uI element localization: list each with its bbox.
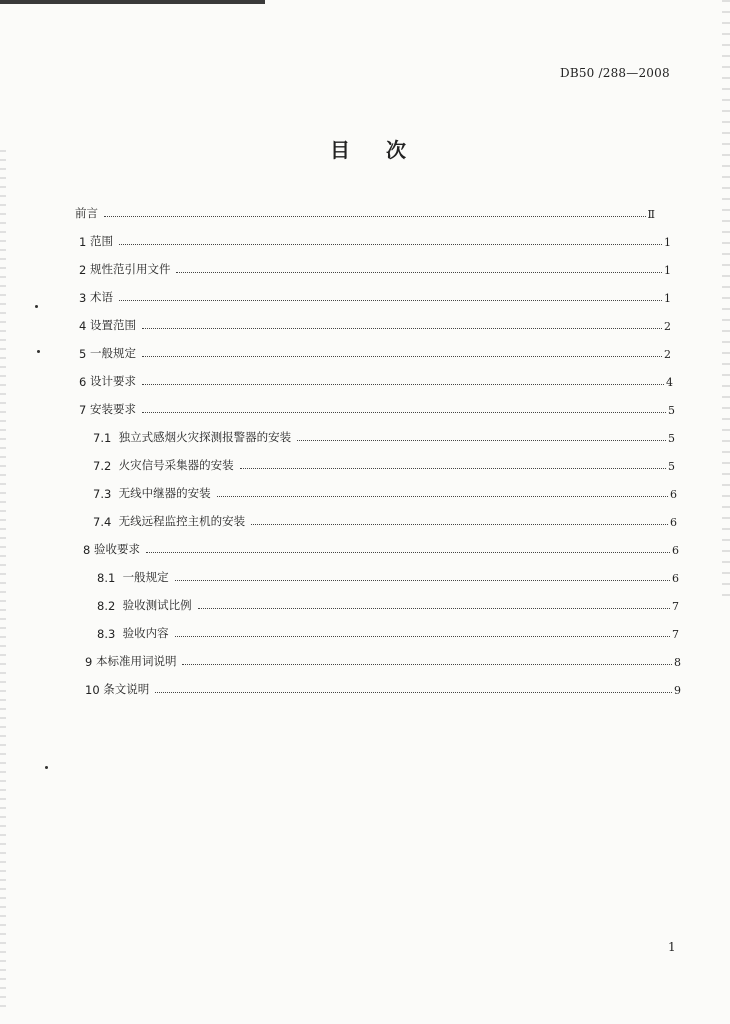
toc-number: 7.1: [93, 431, 119, 445]
toc-label: 设置范围: [89, 318, 136, 332]
scan-edge-right: [722, 0, 730, 600]
toc-page: 2: [664, 348, 671, 361]
toc-leader: [142, 384, 664, 385]
toc-leader: [176, 272, 662, 273]
toc-entry[interactable]: [75, 205, 655, 221]
toc-page: 5: [668, 404, 675, 417]
toc-entry[interactable]: [85, 681, 681, 697]
toc-page: 6: [670, 516, 677, 529]
document-code: DB50 /288—2008: [560, 66, 670, 80]
toc-label: 设计要求: [89, 374, 136, 388]
toc-entry[interactable]: [97, 597, 679, 613]
toc-page: 2: [664, 320, 671, 333]
toc-number: 5: [79, 347, 90, 361]
toc-page: 1: [664, 292, 671, 305]
toc-leader: [175, 636, 670, 637]
toc-entry[interactable]: [79, 317, 671, 333]
toc-number: 4: [79, 319, 90, 333]
toc-number: 6: [79, 375, 90, 389]
toc-entry[interactable]: [79, 373, 673, 389]
toc-number: 2: [79, 263, 90, 277]
toc-entry[interactable]: [79, 261, 671, 277]
toc-leader: [146, 552, 670, 553]
toc-entry[interactable]: [85, 653, 681, 669]
scan-speck: [35, 305, 38, 308]
toc-number: 7.2: [93, 459, 119, 473]
toc-page: 6: [672, 544, 679, 557]
toc-leader: [104, 216, 646, 217]
scan-speck: [45, 766, 48, 769]
toc-label: 火灾信号采集器的安装: [118, 458, 234, 472]
toc-leader: [251, 524, 668, 525]
toc-leader: [182, 664, 672, 665]
toc-leader: [240, 468, 666, 469]
toc-label: 一般规定: [122, 570, 169, 584]
toc-entry[interactable]: [97, 569, 679, 585]
toc-number: 7.4: [93, 515, 119, 529]
toc-leader: [217, 496, 668, 497]
toc-page: 5: [668, 460, 675, 473]
toc-label: 无线远程监控主机的安装: [118, 514, 246, 528]
toc-entry[interactable]: [93, 457, 675, 473]
title-char-2: 次: [386, 138, 408, 162]
toc-label: 术语: [89, 290, 113, 304]
toc-label: 验收内容: [122, 626, 169, 640]
toc-number: 7.3: [93, 487, 119, 501]
toc-number: 1: [79, 235, 90, 249]
toc-number: 7: [79, 403, 90, 417]
toc-entry[interactable]: [93, 429, 675, 445]
toc-entry[interactable]: [83, 541, 679, 557]
toc-label: 条文说明: [103, 682, 150, 696]
toc-label: 验收测试比例: [122, 598, 192, 612]
toc-leader: [198, 608, 670, 609]
toc-number: 9: [85, 655, 96, 669]
toc-number: 8.1: [97, 571, 123, 585]
toc-number: 3: [79, 291, 90, 305]
toc-label: 本标准用词说明: [95, 654, 177, 668]
toc-leader: [155, 692, 672, 693]
toc-page: 8: [674, 656, 681, 669]
toc-leader: [119, 244, 662, 245]
toc-leader: [142, 328, 662, 329]
toc-page: 9: [674, 684, 681, 697]
toc-label: 无线中继器的安装: [118, 486, 211, 500]
toc-number: 10: [85, 683, 104, 697]
toc-entry[interactable]: [79, 233, 671, 249]
scan-edge-left: [0, 150, 6, 1010]
toc-page: Ⅱ: [647, 208, 655, 221]
toc-number: 8.3: [97, 627, 123, 641]
page-number: 1: [668, 940, 676, 954]
toc-leader: [142, 412, 666, 413]
toc-page: 1: [664, 264, 671, 277]
toc-label: 规性范引用文件: [89, 262, 171, 276]
toc-page: 1: [664, 236, 671, 249]
toc-page: 4: [666, 376, 673, 389]
toc-entry[interactable]: [93, 485, 677, 501]
scan-edge-top: [0, 0, 265, 4]
toc-entry[interactable]: [79, 289, 671, 305]
toc-label: 前言: [75, 206, 98, 220]
toc-leader: [175, 580, 670, 581]
toc-number: 8: [83, 543, 94, 557]
toc-entry[interactable]: [79, 401, 675, 417]
toc-page: 7: [672, 628, 679, 641]
toc-leader: [297, 440, 666, 441]
toc-page: 6: [672, 572, 679, 585]
toc-entry[interactable]: [97, 625, 679, 641]
toc-label: 独立式感烟火灾探测报警器的安装: [118, 430, 292, 444]
toc-label: 一般规定: [89, 346, 136, 360]
toc-page: 6: [670, 488, 677, 501]
toc-page: 5: [668, 432, 675, 445]
toc-page: 7: [672, 600, 679, 613]
toc-leader: [142, 356, 662, 357]
toc-entry[interactable]: [93, 513, 677, 529]
toc-label: 范围: [89, 234, 113, 248]
toc-entry[interactable]: [79, 345, 671, 361]
toc-label: 验收要求: [93, 542, 140, 556]
toc-label: 安装要求: [89, 402, 136, 416]
title-char-1: 目: [330, 138, 352, 162]
page-title: [330, 134, 408, 163]
toc-number: 8.2: [97, 599, 123, 613]
scan-speck: [37, 350, 40, 353]
toc-leader: [119, 300, 662, 301]
